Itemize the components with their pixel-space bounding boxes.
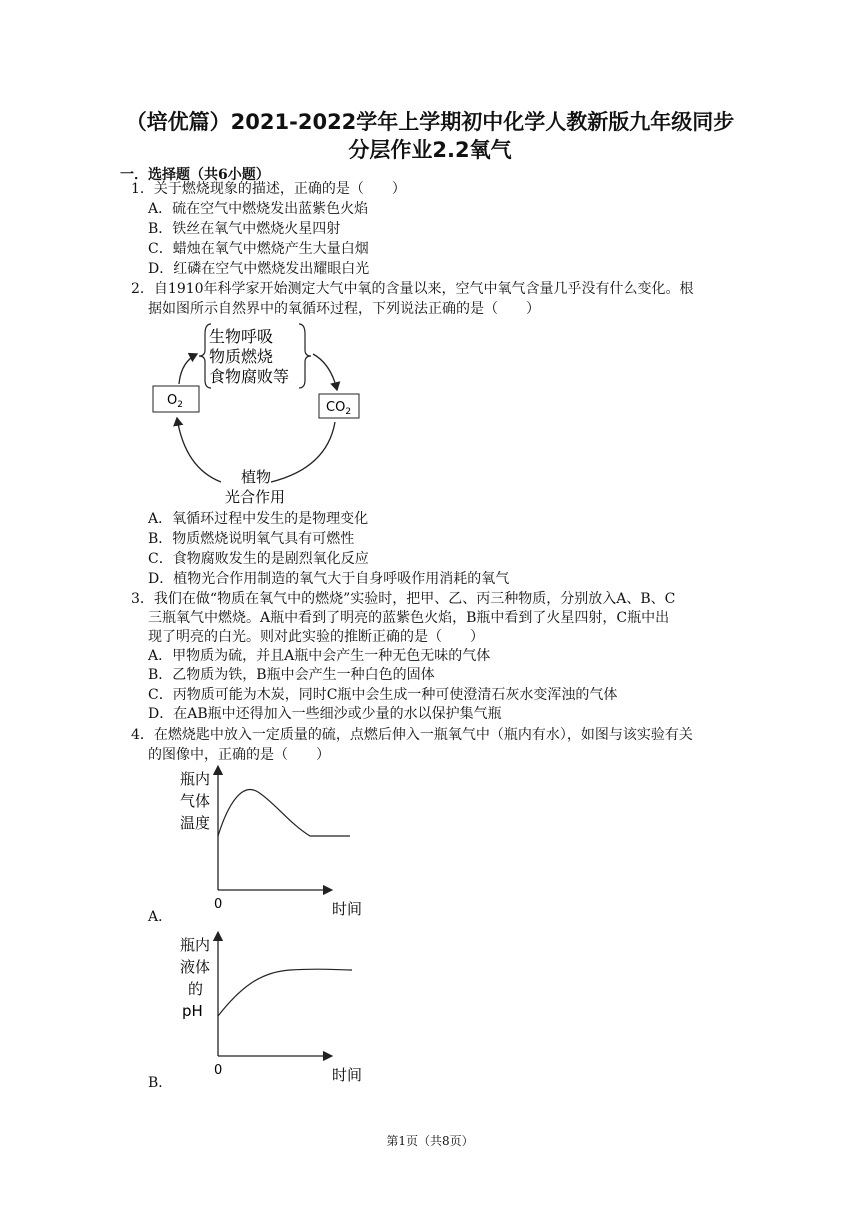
question-3-option-b: B．乙物质为铁，B瓶中会产生一种白色的固体: [148, 667, 435, 683]
question-4-option-a-letter: A．: [148, 909, 173, 925]
question-1-option-b: B．铁丝在氧气中燃烧火星四射: [148, 221, 341, 237]
question-2-option-a: A．氧循环过程中发生的是物理变化: [148, 511, 369, 527]
process-decay: 食物腐败等: [209, 367, 290, 386]
question-3-stem-line1: 3．我们在做“物质在氧气中的燃烧”实验时，把甲、乙、丙三种物质，分别放入A、B、C: [131, 591, 676, 607]
photosynthesis-label: 光合作用: [225, 488, 286, 506]
arc-co2-to-plant: [271, 422, 335, 482]
arrow-processes-to-co2: [313, 354, 337, 390]
document-title-line2: 分层作业2.2氧气: [348, 138, 512, 162]
question-1-option-a: A．硫在空气中燃烧发出蓝紫色火焰: [148, 201, 369, 217]
arrow-o2-to-processes: [179, 354, 197, 384]
arrow-plant-to-o2: [177, 418, 221, 482]
graph-a-ylabel-3: 温度: [180, 814, 211, 832]
question-2-option-b: B．物质燃烧说明氧气具有可燃性: [148, 531, 355, 547]
graph-a: [170, 764, 390, 928]
question-2-stem-line2: 据如图所示自然界中的氧循环过程，下列说法正确的是（ ）: [148, 301, 540, 317]
question-1-option-c: C．蜡烛在氧气中燃烧产生大量白烟: [148, 241, 369, 257]
graph-b-origin: 0: [214, 1063, 223, 1078]
question-3-option-d: D．在AB瓶中还得加入一些细沙或少量的水以保护集气瓶: [148, 706, 502, 722]
graph-b-xlabel: 时间: [332, 1066, 363, 1084]
question-4-stem-line1: 4．在燃烧匙中放入一定质量的硫，点燃后伸入一瓶氧气中（瓶内有水），如图与该实验有关: [131, 727, 693, 743]
co2-label: $CO_2$: [326, 400, 352, 417]
question-3-stem-line3: 现了明亮的白光。则对此实验的推断正确的是（ ）: [148, 629, 484, 645]
graph-b-ylabel-4: pH: [182, 1002, 203, 1020]
section-heading: 一．选择题（共6小题）: [120, 167, 270, 183]
question-3-option-a: A．甲物质为硫，并且A瓶中会产生一种无色无味的气体: [148, 648, 491, 664]
question-2-option-d: D．植物光合作用制造的氧气大于自身呼吸作用消耗的氧气: [148, 571, 510, 587]
graph-b-ylabel-2: 液体: [180, 958, 211, 976]
graph-a-xlabel: 时间: [332, 900, 363, 918]
oxygen-cycle-diagram: [145, 318, 385, 514]
process-combustion: 物质燃烧: [209, 347, 274, 366]
graph-b-curve: [218, 969, 352, 1016]
graph-a-ylabel-2: 气体: [180, 792, 211, 810]
question-4-option-b-letter: B．: [148, 1075, 173, 1091]
graph-b-ylabel-1: 瓶内: [180, 936, 211, 954]
graph-a-ylabel-1: 瓶内: [180, 770, 211, 788]
question-4-stem-line2: 的图像中，正确的是（ ）: [148, 747, 330, 763]
graph-a-curve: [218, 790, 350, 836]
question-3-stem-line2: 三瓶氧气中燃烧。A瓶中看到了明亮的蓝紫色火焰，B瓶中看到了火星四射，C瓶中出: [148, 610, 670, 626]
question-2-stem-line1: 2．自1910年科学家开始测定大气中氧的含量以来，空气中氧气含量几乎没有什么变化。根: [131, 281, 694, 297]
process-respiration: 生物呼吸: [209, 327, 274, 346]
o2-label: $O_2$: [167, 393, 183, 410]
plant-label: 植物: [241, 468, 272, 486]
graph-b: [170, 930, 390, 1094]
right-brace: [299, 324, 311, 388]
question-2-option-c: C．食物腐败发生的是剧烈氧化反应: [148, 551, 369, 567]
page-footer: 第1页（共8页）: [386, 1134, 474, 1148]
graph-a-origin: 0: [214, 897, 223, 912]
question-1-option-d: D．红磷在空气中燃烧发出耀眼白光: [148, 261, 370, 277]
graph-b-ylabel-3: 的: [188, 980, 204, 998]
question-1-stem: 1．关于燃烧现象的描述，正确的是（ ）: [131, 181, 406, 197]
document-title-line1: （培优篇）2021-2022学年上学期初中化学人教新版九年级同步: [125, 110, 735, 134]
question-3-option-c: C．丙物质可能为木炭，同时C瓶中会生成一种可使澄清石灰水变浑浊的气体: [148, 687, 618, 703]
